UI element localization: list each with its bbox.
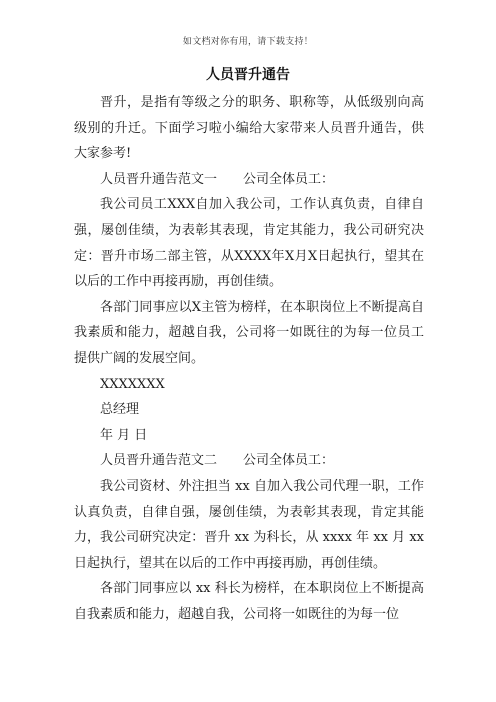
- paragraph-intro: 晋升，是指有等级之分的职务、职称等，从低级别向高级别的升迁。下面学习啦小编给大家带来人员晋升通告，供大家参考!: [74, 95, 424, 162]
- paragraph-sample-one-body: 我公司员工XXX自加入我公司，工作认真负责，自律自强，屡创佳绩，为表彰其表现，肯定其能力，我公司研究决定：晋升市场二部主管，从XXXX年X月X日起执行，望其在以后的工作中再接再励，再创佳绩。: [74, 197, 424, 290]
- paragraph-sample-two-closing: 各部门同事应以 xx 科长为榜样，在本职岗位上不断提高自我素质和能力，超越自我，公司将一如既往的为每一位: [74, 581, 424, 622]
- paragraph-date: 年 月 日: [100, 427, 148, 443]
- paragraph-sample-one-closing: 各部门同事应以X主管为榜样，在本职岗位上不断提高自我素质和能力，超越自我，公司将一如既往的为每一位员工提供广阔的发展空间。: [74, 299, 424, 366]
- paragraph-company-name: XXXXXXX: [100, 376, 165, 392]
- page-title: 人员晋升通告: [206, 67, 290, 83]
- document-body: [74, 90, 424, 627]
- header-note: 如文档对你有用，请下载支持！: [182, 37, 314, 47]
- paragraph-sample-two-heading: 人员晋升通告范文二 公司全体员工：: [100, 453, 335, 469]
- paragraph-signer-title: 总经理: [100, 402, 140, 418]
- paragraph-sample-two-body: 我公司资材、外注担当 xx 自加入我公司代理一职，工作认真负责，自律自强，屡创佳绩，为表彰其表现，肯定其能力，我公司研究决定：晋升 xx 为科长，从 xxxx 年 xx 月 xx 日起执行，望其在以后的工作中再接再励，再创佳绩。: [74, 478, 424, 571]
- paragraph-sample-one-heading: 人员晋升通告范文一 公司全体员工：: [100, 171, 335, 187]
